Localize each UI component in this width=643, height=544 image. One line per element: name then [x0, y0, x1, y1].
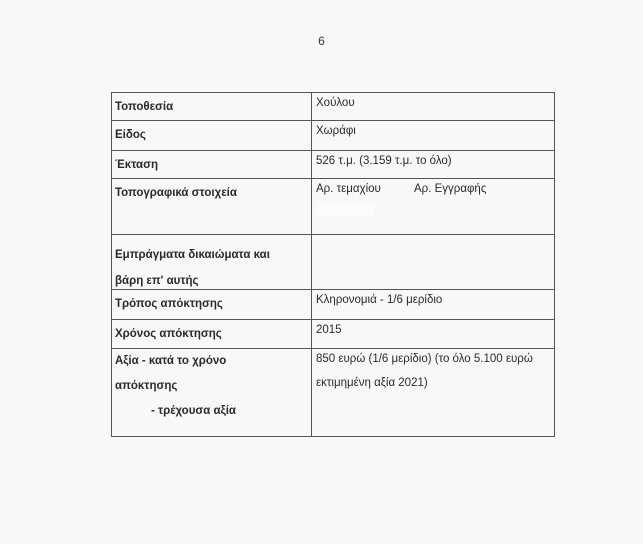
acquisition-year-value: 2015 [312, 320, 555, 349]
value-amount: 850 ευρώ (1/6 μερίδιο) (το όλο 5.100 ευρώ εκτιμημένη αξία 2021) [312, 349, 555, 437]
table-row [112, 151, 555, 179]
acquisition-method-label: Τρόπος απόκτησης [112, 290, 312, 320]
type-value: Χωράφι [312, 121, 555, 151]
table-row [112, 320, 555, 349]
topographic-label: Τοπογραφικά στοιχεία [112, 179, 312, 235]
acquisition-year-label: Χρόνος απόκτησης [112, 320, 312, 349]
property-table [111, 92, 555, 437]
table-row [112, 290, 555, 320]
type-label: Είδος [112, 121, 312, 151]
acquisition-method-value: Κληρονομιά - 1/6 μερίδιο [312, 290, 555, 320]
area-value: 526 τ.μ. (3.159 τ.μ. το όλο) [312, 151, 555, 179]
area-label: Έκταση [112, 151, 312, 179]
redaction-box [316, 203, 374, 217]
location-label: Τοποθεσία [112, 93, 312, 121]
rights-label: Εμπράγματα δικαιώματα και βάρη επ' αυτής [112, 235, 312, 290]
value-label: Αξία - κατά το χρόνο απόκτησης - τρέχουσα αξία [112, 349, 312, 437]
table-row [112, 179, 555, 235]
table-row [112, 121, 555, 151]
rights-value [312, 235, 555, 290]
location-value: Χούλου [312, 93, 555, 121]
parcel-number-label: Αρ. τεμαχίου [316, 183, 381, 195]
table-row [112, 235, 555, 290]
table-row [112, 93, 555, 121]
table-row [112, 349, 555, 437]
registration-number-label: Αρ. Εγγραφής [414, 183, 487, 195]
page-number: 6 [318, 34, 325, 48]
topographic-value [312, 179, 555, 235]
